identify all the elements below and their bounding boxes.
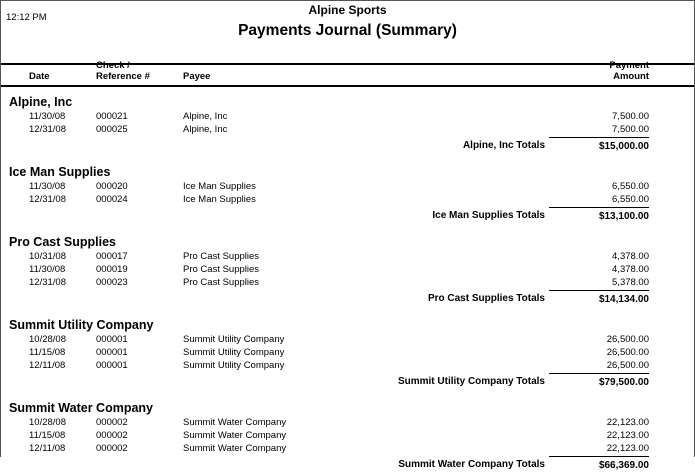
cell-date: 12/11/08 — [29, 360, 66, 371]
cell-check-number: 000017 — [96, 251, 128, 262]
column-header-payee: Payee — [183, 70, 211, 82]
column-header-amount-line1: Payment — [609, 60, 649, 71]
totals-label: Summit Utility Company Totals — [397, 376, 545, 387]
cell-date: 10/28/08 — [29, 334, 66, 345]
column-header-date: Date — [29, 70, 50, 82]
cell-amount: 22,123.00 — [606, 443, 649, 454]
table-row — [1, 359, 694, 372]
cell-check-number: 000002 — [96, 443, 128, 454]
table-row — [1, 429, 694, 442]
table-row — [1, 110, 694, 123]
cell-amount: 6,550.00 — [612, 194, 649, 205]
totals-amount: $66,369.00 — [549, 456, 649, 472]
cell-check-number: 000001 — [96, 360, 128, 371]
cell-amount: 22,123.00 — [606, 430, 649, 441]
cell-date: 11/15/08 — [29, 430, 66, 441]
cell-date: 10/31/08 — [29, 251, 66, 262]
group-name: Pro Cast Supplies — [9, 235, 116, 249]
cell-check-number: 000020 — [96, 181, 128, 192]
page-title: Payments Journal (Summary) — [238, 22, 457, 39]
report-header — [1, 1, 694, 63]
cell-check-number: 000002 — [96, 417, 128, 428]
cell-payee: Alpine, Inc — [183, 124, 228, 135]
cell-check-number: 000021 — [96, 111, 128, 122]
cell-payee: Summit Water Company — [183, 417, 287, 428]
totals-amount: $13,100.00 — [549, 207, 649, 223]
totals-amount: $79,500.00 — [549, 373, 649, 389]
cell-amount: 7,500.00 — [612, 124, 649, 135]
totals-amount: $14,134.00 — [549, 290, 649, 306]
cell-date: 11/30/08 — [29, 111, 66, 122]
cell-date: 12/31/08 — [29, 194, 66, 205]
cell-amount: 26,500.00 — [606, 347, 649, 358]
cell-payee: Pro Cast Supplies — [183, 251, 260, 262]
cell-date: 10/28/08 — [29, 417, 66, 428]
group-totals-row — [1, 290, 694, 306]
report-time: 12:12 PM — [6, 12, 47, 23]
cell-amount: 4,378.00 — [612, 251, 649, 262]
cell-check-number: 000002 — [96, 430, 128, 441]
cell-check-number: 000023 — [96, 277, 128, 288]
table-row — [1, 416, 694, 429]
table-row — [1, 276, 694, 289]
cell-date: 11/30/08 — [29, 264, 66, 275]
cell-date: 11/15/08 — [29, 347, 66, 358]
group-name: Ice Man Supplies — [9, 165, 111, 179]
cell-check-number: 000001 — [96, 334, 128, 345]
totals-label: Ice Man Supplies Totals — [432, 210, 545, 221]
payee-group-ice-man-supplies — [1, 165, 694, 223]
cell-payee: Summit Utility Company — [183, 360, 285, 371]
cell-payee: Pro Cast Supplies — [183, 264, 260, 275]
table-row — [1, 263, 694, 276]
cell-payee: Summit Utility Company — [183, 347, 285, 358]
cell-amount: 26,500.00 — [606, 334, 649, 345]
table-row — [1, 193, 694, 206]
cell-check-number: 000024 — [96, 194, 128, 205]
table-row — [1, 442, 694, 455]
group-totals-row — [1, 137, 694, 153]
group-totals-row — [1, 456, 694, 472]
cell-payee: Summit Utility Company — [183, 334, 285, 345]
table-row — [1, 123, 694, 136]
company-name: Alpine Sports — [308, 3, 387, 17]
cell-amount: 26,500.00 — [606, 360, 649, 371]
payee-group-summit-water-company — [1, 401, 694, 472]
cell-payee: Ice Man Supplies — [183, 181, 256, 192]
group-name: Summit Water Company — [9, 401, 154, 415]
column-header-check — [96, 61, 183, 82]
cell-payee: Alpine, Inc — [183, 111, 228, 122]
cell-amount: 4,378.00 — [612, 264, 649, 275]
totals-label: Alpine, Inc Totals — [462, 140, 545, 151]
cell-check-number: 000025 — [96, 124, 128, 135]
group-name: Summit Utility Company — [9, 318, 154, 332]
cell-amount: 22,123.00 — [606, 417, 649, 428]
cell-check-number: 000019 — [96, 264, 128, 275]
column-header-amount-line2: Amount — [613, 70, 649, 82]
cell-date: 12/11/08 — [29, 443, 66, 454]
cell-amount: 5,378.00 — [612, 277, 649, 288]
cell-check-number: 000001 — [96, 347, 128, 358]
table-row — [1, 180, 694, 193]
cell-payee: Ice Man Supplies — [183, 194, 256, 205]
table-row — [1, 250, 694, 263]
group-totals-row — [1, 207, 694, 223]
payee-group-alpine-inc — [1, 95, 694, 153]
cell-date: 12/31/08 — [29, 277, 66, 288]
cell-date: 11/30/08 — [29, 181, 66, 192]
cell-date: 12/31/08 — [29, 124, 66, 135]
column-header-check-line2: Reference # — [96, 70, 150, 82]
group-name: Alpine, Inc — [9, 95, 73, 109]
cell-payee: Summit Water Company — [183, 443, 287, 454]
table-row — [1, 333, 694, 346]
cell-amount: 6,550.00 — [612, 181, 649, 192]
totals-amount: $15,000.00 — [549, 137, 649, 153]
payee-group-pro-cast-supplies — [1, 235, 694, 306]
column-header-check-line1: Check / — [96, 60, 130, 71]
totals-label: Pro Cast Supplies Totals — [427, 293, 545, 304]
column-header-row — [1, 60, 694, 87]
cell-payee: Summit Water Company — [183, 430, 287, 441]
cell-amount: 7,500.00 — [612, 111, 649, 122]
totals-label: Summit Water Company Totals — [398, 459, 545, 470]
cell-payee: Pro Cast Supplies — [183, 277, 260, 288]
column-header-amount — [534, 61, 694, 82]
group-totals-row — [1, 373, 694, 389]
payee-group-summit-utility-company — [1, 318, 694, 389]
table-row — [1, 346, 694, 359]
